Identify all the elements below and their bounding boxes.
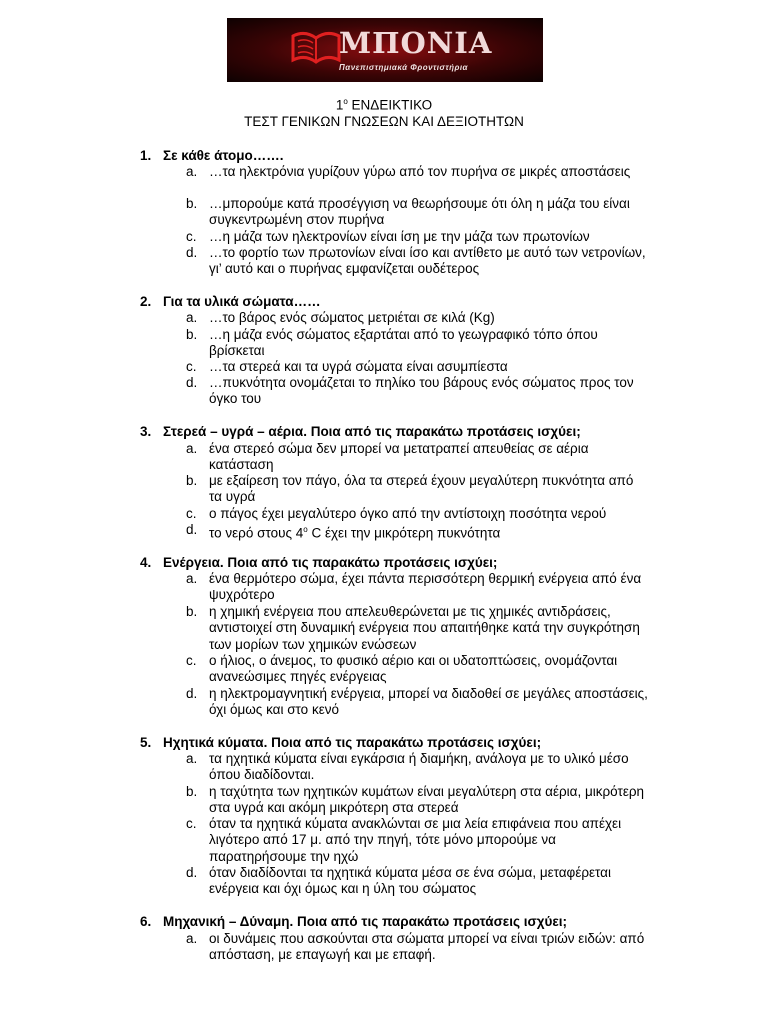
option-text: …το φορτίο των πρωτονίων είναι ίσο και αντίθετο με αυτό των νετρονίων, γι’ αυτό και ο πυρήνας εμφανίζεται ουδέτερος bbox=[209, 245, 646, 277]
title-number: 1 bbox=[335, 97, 344, 113]
option-letter: a. bbox=[186, 931, 198, 946]
option-text: …η μάζα των ηλεκτρονίων είναι ίση με την μάζα των πρωτονίων bbox=[209, 229, 590, 244]
option-text: ένα στερεό σώμα δεν μπορεί να μετατραπεί απευθείας σε αέρια κατάσταση bbox=[209, 441, 589, 473]
option-text: …το βάρος ενός σώματος μετριέται σε κιλά (Kg) bbox=[209, 310, 495, 325]
option-text: ένα θερμότερο σώμα, έχει πάντα περισσότερη θερμική ενέργεια από ένα ψυχρότερο bbox=[209, 571, 642, 603]
option-letter: a. bbox=[186, 751, 198, 766]
question-number: 6. bbox=[140, 914, 152, 929]
question-number: 5. bbox=[140, 735, 152, 750]
option-letter: d. bbox=[186, 865, 198, 880]
question-text: Ηχητικά κύματα. Ποια από τις παρακάτω προτάσεις ισχύει; bbox=[163, 735, 542, 750]
title-superscript: ο bbox=[343, 97, 348, 106]
option-text: ο πάγος έχει μεγαλύτερο όγκο από την αντίστοιχη ποσότητα νερού bbox=[209, 506, 607, 521]
document-title bbox=[0, 97, 768, 113]
option-letter: b. bbox=[186, 784, 198, 799]
question-text: Στερεά – υγρά – αέρια. Ποια από τις παρακάτω προτάσεις ισχύει; bbox=[163, 424, 581, 439]
question-text: Ενέργεια. Ποια από τις παρακάτω προτάσεις ισχύει; bbox=[163, 555, 498, 570]
option-letter: d. bbox=[186, 686, 198, 701]
document-subtitle: ΤΕΣΤ ΓΕΝΙΚΩΝ ΓΝΩΣΕΩΝ ΚΑΙ ΔΕΞΙΟΤΗΤΩΝ bbox=[244, 114, 524, 129]
option-letter: c. bbox=[186, 359, 197, 374]
option-letter: c. bbox=[186, 653, 197, 668]
option-text: …πυκνότητα ονομάζεται το πηλίκο του βάρους ενός σώματος προς τον όγκο του bbox=[209, 375, 634, 407]
option-text: η ταχύτητα των ηχητικών κυμάτων είναι μεγαλύτερη στα αέρια, μικρότερη στα υγρά και ακόμη μικρότερη στα στερεά bbox=[209, 784, 645, 816]
option-text: η χημική ενέργεια που απελευθερώνεται με τις χημικές αντιδράσεις, αντιστοιχεί στη δυναμική ενέργεια που απαιτήθηκε κατά την συγκρότηση των μορίων των χημικών ενώσεων bbox=[209, 604, 640, 652]
option-text: …τα ηλεκτρόνια γυρίζουν γύρω από τον πυρήνα σε μικρές αποστάσεις bbox=[209, 164, 631, 179]
option-letter: d. bbox=[186, 245, 198, 260]
degree-superscript: ο bbox=[303, 525, 308, 534]
option-text: …τα στερεά και τα υγρά σώματα είναι ασυμπίεστα bbox=[209, 359, 508, 374]
option-text: …η μάζα ενός σώματος εξαρτάται από το γεωγραφικό τόπο όπου βρίσκεται bbox=[209, 327, 598, 359]
question-text: Μηχανική – Δύναμη. Ποια από τις παρακάτω προτάσεις ισχύει; bbox=[163, 914, 567, 929]
logo-tagline: Πανεπιστημιακά Φροντιστήρια bbox=[339, 63, 469, 72]
option-text: ο ήλιος, ο άνεμος, το φυσικό αέριο και οι υδατοπτώσεις, ονομάζονται ανανεώσιμες πηγές ενέργειας bbox=[209, 653, 618, 685]
open-book-icon bbox=[291, 30, 341, 64]
option-text: …μπορούμε κατά προσέγγιση να θεωρήσουμε ότι όλη η μάζα του είναι συγκεντρωμένη στον πυρήνα bbox=[209, 196, 630, 228]
option-text: η ηλεκτρομαγνητική ενέργεια, μπορεί να διαδοθεί σε μεγάλες αποστάσεις, όχι όμως και στο κενό bbox=[209, 686, 648, 718]
option-text: οι δυνάμεις που ασκούνται στα σώματα μπορεί να είναι τριών ειδών: από απόσταση, με επαγωγή και με επαφή. bbox=[209, 931, 645, 963]
question-number: 2. bbox=[140, 294, 152, 309]
option-text: όταν τα ηχητικά κύματα ανακλώνται σε μια λεία επιφάνεια που απέχει λιγότερο από 17 μ. από την πηγή, τότε μόνο μπορούμε να παρατηρήσουμε την ηχώ bbox=[209, 816, 622, 864]
option-text-part: το νερό στους 4 bbox=[209, 525, 304, 541]
option-letter: c. bbox=[186, 816, 197, 831]
option-letter: a. bbox=[186, 571, 198, 586]
option-letter: b. bbox=[186, 473, 198, 488]
logo-banner bbox=[227, 18, 543, 82]
title-word: ΕΝΔΕΙΚΤΙΚΟ bbox=[347, 97, 433, 113]
option-letter: b. bbox=[186, 196, 198, 211]
question-number: 3. bbox=[140, 424, 152, 439]
question-text: Σε κάθε άτομο……. bbox=[163, 148, 284, 163]
option-letter: b. bbox=[186, 604, 198, 619]
option-letter: a. bbox=[186, 164, 198, 179]
option-letter: d. bbox=[186, 522, 198, 537]
option-text: τα ηχητικά κύματα είναι εγκάρσια ή διαμήκη, ανάλογα με το υλικό μέσο όπου διαδίδονται. bbox=[209, 751, 629, 783]
option-letter: c. bbox=[186, 229, 197, 244]
option-text: όταν διαδίδονται τα ηχητικά κύματα μέσα σε ένα σώμα, μεταφέρεται ενέργεια και όχι όμως και η ύλη του σώματος bbox=[209, 865, 611, 897]
question-number: 4. bbox=[140, 555, 152, 570]
option-letter: c. bbox=[186, 506, 197, 521]
option-letter: d. bbox=[186, 375, 198, 390]
option-text-part: C έχει την μικρότερη πυκνότητα bbox=[307, 525, 501, 541]
option-text bbox=[209, 522, 649, 542]
option-letter: b. bbox=[186, 327, 198, 342]
option-letter: a. bbox=[186, 310, 198, 325]
option-letter: a. bbox=[186, 441, 198, 456]
question-text: Για τα υλικά σώματα…… bbox=[163, 294, 321, 309]
logo-name: ΜΠΟΝΙΑ bbox=[339, 26, 493, 60]
option-text: με εξαίρεση τον πάγο, όλα τα στερεά έχουν μεγαλύτερη πυκνότητα από τα υγρά bbox=[209, 473, 634, 505]
question-number: 1. bbox=[140, 148, 152, 163]
